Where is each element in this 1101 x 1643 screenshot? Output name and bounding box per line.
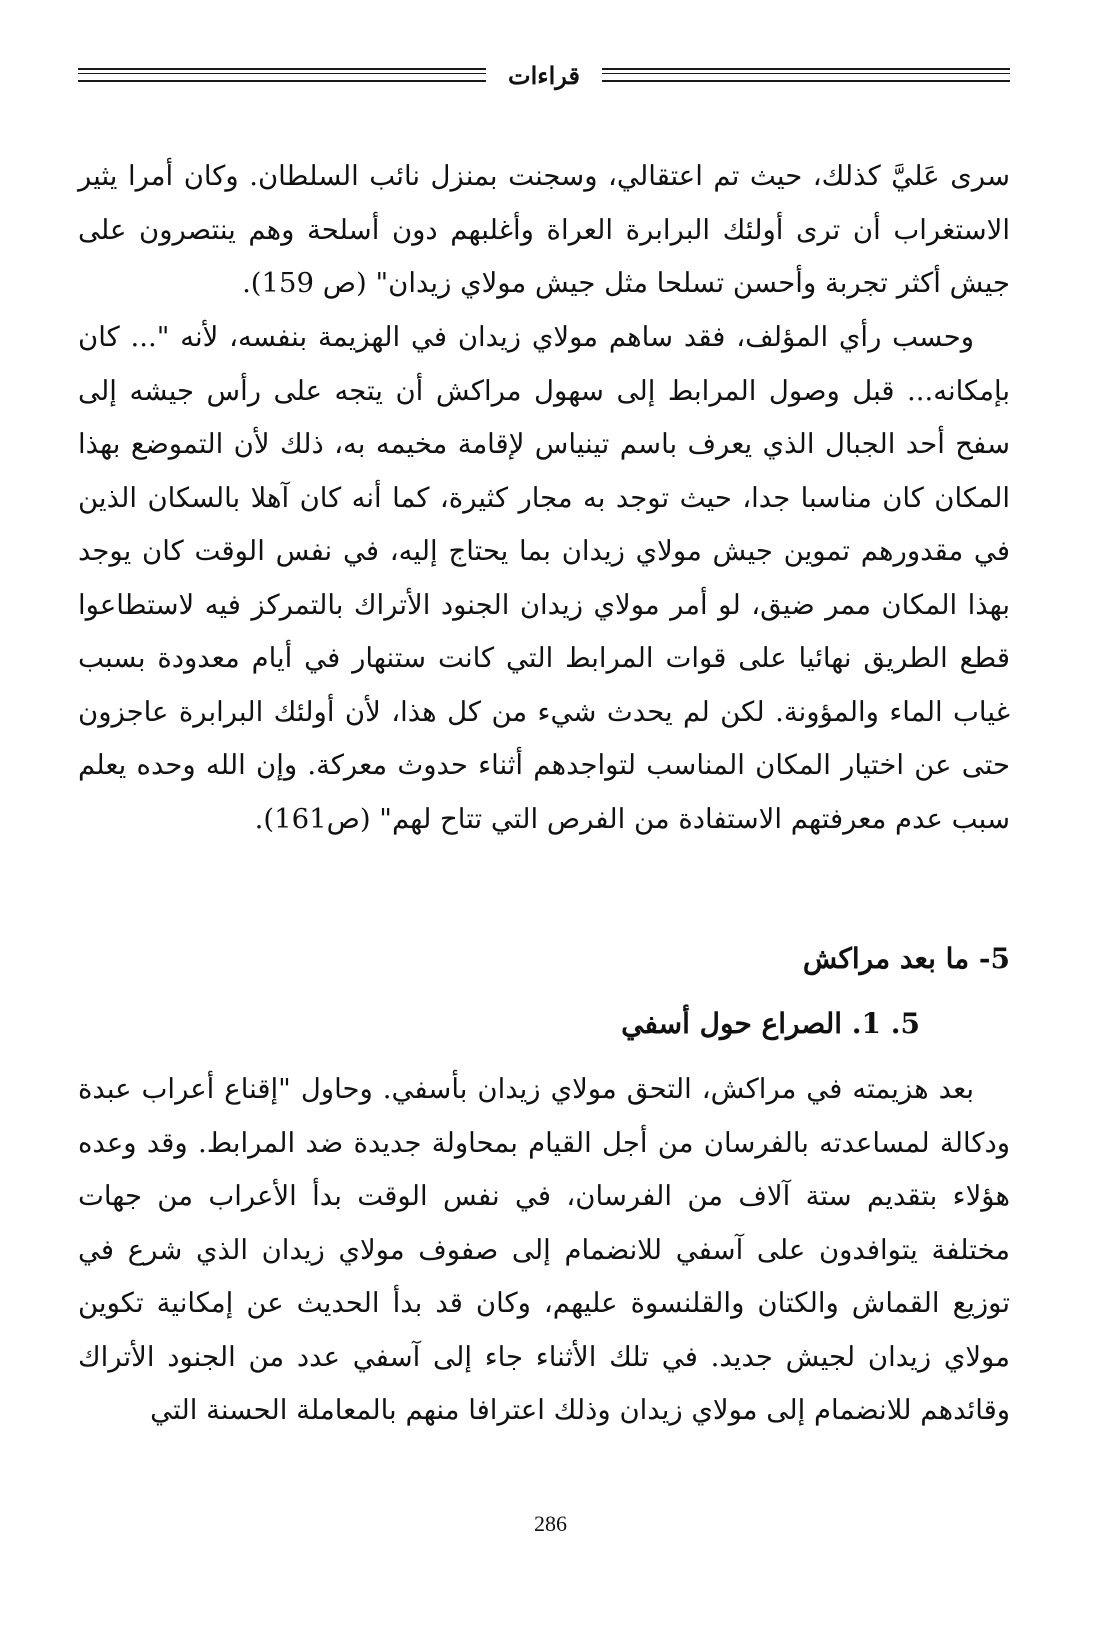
subsection-heading: 5. 1. الصراع حول أسفي [621, 1007, 920, 1040]
paragraph-2 [78, 311, 1010, 846]
paragraph-3-text: بعد هزيمته في مراكش، التحق مولاي زيدان بأسفي. وحاول "إقناع أعراب عبدة ودكالة لمساعدته بالفرسان من أجل القيام بمحاولة جديدة ضد المرابط. وقد وعده هؤلاء بتقديم ستة آلاف من الفرسان، في نفس الوقت بدأ الأعراب من جهات مختلفة يتوافدون على آسفي للانضمام إلى صفوف مولاي زيدان الذي شرع في توزيع القماش والكتان والقلنسوة عليهم، وكان قد بدأ الحديث عن إمكانية تكوين مولاي زيدان لجيش جديد. في تلك الأثناء جاء إلى آسفي عدد من الجنود الأتراك وقائدهم للانضمام إلى مولاي زيدان وذلك اعترافا منهم بالمعاملة الحسنة التي [78, 1073, 1010, 1426]
section-heading: 5- ما بعد مراكش [802, 942, 1010, 975]
header-rule-right [602, 68, 1010, 82]
paragraph-3 [78, 1063, 1010, 1438]
running-header [78, 58, 1010, 92]
header-title: قراءات [508, 60, 580, 90]
page-number: 286 [534, 1511, 567, 1536]
paragraph-1-text: سرى عَليَّ كذلك، حيث تم اعتقالي، وسجنت بمنزل نائب السلطان. وكان أمرا يثير الاستغراب أن ترى أولئك البرابرة العراة وأغلبهم دون أسلحة وهم ينتصرون على جيش أكثر تجربة وأحسن تسلحا مثل جيش مولاي زيدان" (ص 159). [78, 160, 1010, 299]
paragraph-2-text: وحسب رأي المؤلف، فقد ساهم مولاي زيدان في الهزيمة بنفسه، لأنه "... كان بإمكانه... قبل وصول المرابط إلى سهول مراكش أن يتجه على رأس جيشه إلى سفح أحد الجبال الذي يعرف باسم تينياس لإقامة مخيمه به، ذلك لأن التموضع بهذا المكان كان مناسبا جدا، حيث توجد به مجار كثيرة، كما أنه كان آهلا بالسكان الذين في مقدورهم تموين جيش مولاي زيدان بما يحتاج إليه، في نفس الوقت كان يوجد بهذا المكان ممر ضيق، لو أمر مولاي زيدان الجنود الأتراك بالتمركز فيه لاستطاعوا قطع الطريق نهائيا على قوات المرابط التي كانت ستنهار في أيام معدودة بسبب غياب الماء والمؤونة. لكن لم يحدث شيء من كل هذا، لأن أولئك البرابرة عاجزون حتى عن اختيار المكان المناسب لتواجدهم أثناء حدوث معركة. وإن الله وحده يعلم سبب عدم معرفتهم الاستفادة من الفرص التي تتاح لهم" (ص161). [78, 321, 1010, 835]
header-rule-left [78, 68, 486, 82]
paragraph-1 [78, 150, 1010, 311]
